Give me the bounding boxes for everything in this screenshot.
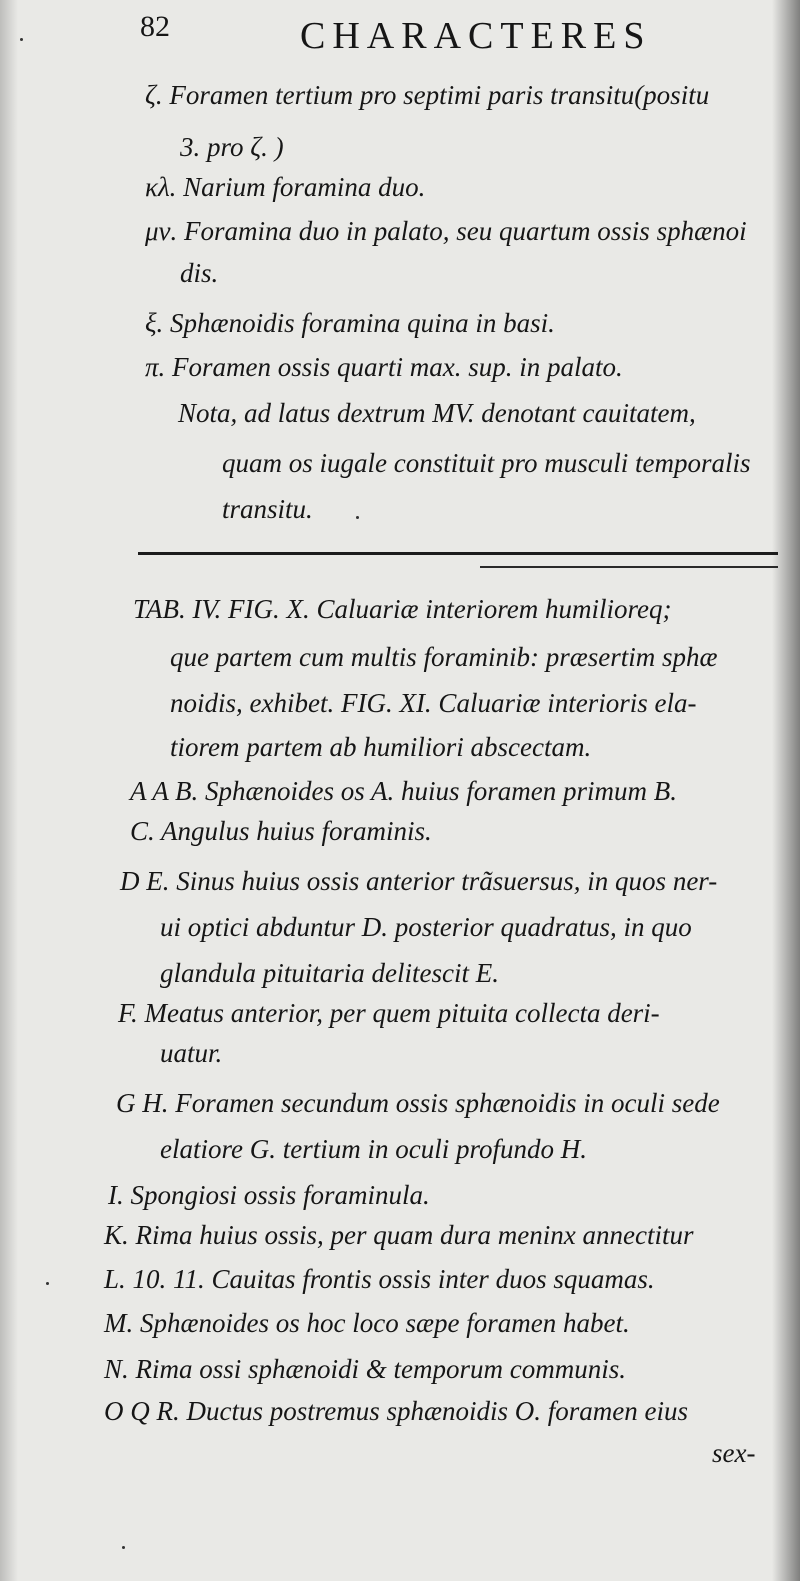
text-line: L. 10. 11. Cauitas frontis ossis inter duos squamas. — [104, 1264, 655, 1294]
running-head: CHARACTERES — [300, 15, 652, 57]
text-line: glandula pituitaria delitescit E. — [160, 958, 499, 988]
text-line: κλ. Narium foramina duo. — [145, 172, 426, 202]
text-line: que partem cum multis foraminib: præsertim sphæ — [170, 642, 718, 672]
text-line: M. Sphænoides os hoc loco sæpe foramen habet. — [104, 1308, 630, 1338]
page-number: 82 — [140, 10, 170, 43]
paper-speck — [46, 1282, 49, 1285]
text-line: tiorem partem ab humiliori abscectam. — [170, 732, 592, 762]
catchword: sex- — [712, 1438, 756, 1468]
text-line: π. Foramen ossis quarti max. sup. in palato. — [145, 352, 623, 382]
text-line: O Q R. Ductus postremus sphænoidis O. foramen eius — [104, 1396, 688, 1426]
text-line: A A B. Sphænoides os A. huius foramen primum B. — [130, 776, 678, 806]
text-line: 3. pro ζ. ) — [180, 132, 284, 162]
text-line: uatur. — [160, 1038, 223, 1068]
text-line: quam os iugale constituit pro musculi temporalis — [222, 448, 751, 478]
paper-speck — [356, 516, 359, 519]
gutter-shadow-left — [0, 0, 18, 1581]
text-line: ξ. Sphænoidis foramina quina in basi. — [145, 308, 555, 338]
section-divider — [138, 552, 778, 555]
paper-speck — [122, 1546, 125, 1549]
text-line: G H. Foramen secundum ossis sphænoidis in oculi sede — [116, 1088, 720, 1118]
text-line: ui optici abduntur D. posterior quadratus, in quo — [160, 912, 692, 942]
text-line: ζ. Foramen tertium pro septimi paris transitu(positu — [145, 80, 710, 110]
text-line: D E. Sinus huius ossis anterior trãsuersus, in quos ner- — [120, 866, 718, 896]
section-divider-underline — [480, 566, 778, 568]
text-line: C. Angulus huius foraminis. — [130, 816, 432, 846]
text-line: transitu. — [222, 494, 313, 524]
text-line: I. Spongiosi ossis foraminula. — [108, 1180, 430, 1210]
text-line: Nota, ad latus dextrum MV. denotant cauitatem, — [178, 398, 696, 428]
text-line: elatiore G. tertium in oculi profundo H. — [160, 1134, 587, 1164]
text-line: TAB. IV. FIG. X. Caluariæ interiorem humilioreq; — [133, 594, 672, 624]
text-line: K. Rima huius ossis, per quam dura meninx annectitur — [104, 1220, 694, 1250]
text-line: μν. Foramina duo in palato, seu quartum ossis sphænoi — [145, 216, 747, 246]
text-line: dis. — [180, 258, 219, 288]
text-line: N. Rima ossi sphænoidi & temporum communis. — [104, 1354, 627, 1384]
paper-speck — [20, 38, 23, 41]
text-line: F. Meatus anterior, per quem pituita collecta deri- — [118, 998, 660, 1028]
text-line: noidis, exhibet. FIG. XI. Caluariæ interioris ela- — [170, 688, 697, 718]
spine-shadow-right — [772, 0, 800, 1581]
